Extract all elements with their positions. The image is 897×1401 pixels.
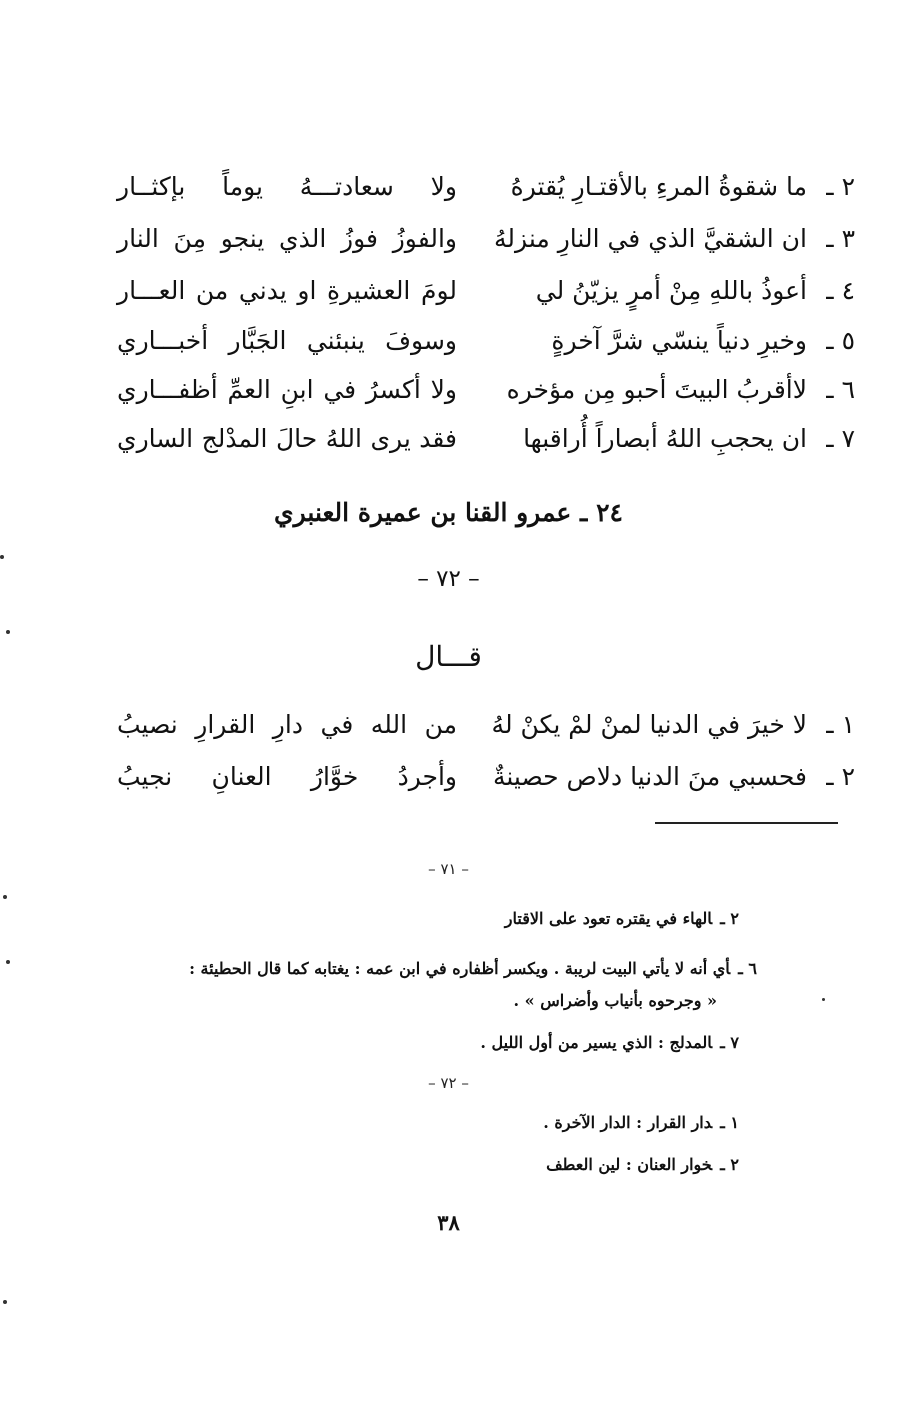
- footnote-continuation: « وجرحوه بأنياب وأضراس » .: [513, 991, 717, 1010]
- verse-second-hemistich: فقد يرى اللهُ حالَ المدْلج الساري: [117, 424, 457, 453]
- verse-first-hemistich: فحسبي منَ الدنيا دلاص حصينةٌ: [492, 762, 807, 791]
- footnote-number: ٢ ـ: [720, 1155, 739, 1174]
- verse-second-hemistich: وأجردُ خوَّارُ العنانِ نجيبُ: [117, 762, 457, 791]
- verse-number: ٢ ـ: [826, 762, 855, 791]
- verse-second-hemistich: ولا سعادتـــهُ يوماً بإكثــار: [117, 172, 457, 201]
- scan-speck: [6, 630, 10, 634]
- verse-number: ٣ ـ: [826, 224, 855, 253]
- scan-speck: [3, 895, 7, 899]
- verse-row: [95, 272, 855, 316]
- verse-first-hemistich: ان الشقيَّ الذي في النارِ منزلهُ: [494, 224, 807, 253]
- footnote-number: ٦ ـ: [738, 959, 757, 978]
- verse-row: [95, 322, 855, 366]
- footnote-section-number: – ٧٢ –: [428, 1074, 469, 1092]
- poem-number: – ٧٢ –: [417, 566, 480, 592]
- footnote: [57, 954, 757, 984]
- page-number: ٣٨: [437, 1210, 460, 1235]
- verse-second-hemistich: وسوفَ ينبئني الجَبَّار أخبـــاري: [117, 326, 457, 355]
- scan-speck: [3, 1300, 7, 1304]
- footnote-number: ١ ـ: [720, 1113, 739, 1132]
- verse-row: [95, 420, 855, 464]
- verse-second-hemistich: والفوزُ فوزُ الذي ينجو مِنَ النار: [117, 224, 457, 253]
- verse-second-hemistich: من الله في دارِ القرارِ نصيبُ: [117, 710, 457, 739]
- verse-row: [95, 758, 855, 802]
- verse-number: ٦ ـ: [826, 375, 855, 404]
- verse-row: [95, 220, 855, 264]
- poem-intro: قـــال: [415, 640, 482, 673]
- footnote-text: خوار العنان : لين العطف: [546, 1155, 713, 1174]
- footnote-text: المدلج : الذي يسير من أول الليل .: [480, 1033, 713, 1052]
- verse-second-hemistich: ولا أكسرُ في ابنِ العمِّ أظفـــاري: [117, 375, 457, 404]
- footnote-text: دار القرار : الدار الآخرة .: [543, 1113, 713, 1132]
- verse-number: ٥ ـ: [826, 326, 855, 355]
- verse-row: [95, 168, 855, 212]
- verse-row: [95, 371, 855, 415]
- footnote: [119, 1108, 739, 1138]
- scan-speck: [0, 555, 4, 559]
- verse-first-hemistich: ان يحجبِ اللهُ أبصاراً أُراقبها: [523, 424, 807, 453]
- verse-first-hemistich: وخيرِ دنياً ينسّي شرَّ آخرةٍ: [551, 326, 807, 355]
- footnote-text: أي أنه لا يأتي البيت لريبة . ويكسر أظفاره في ابن عمه : يغتابه كما قال الحطيئة :: [189, 959, 731, 978]
- verse-number: ١ ـ: [826, 710, 855, 739]
- verse-second-hemistich: لومَ العشيرةِ او يدني من العـــار: [117, 276, 457, 305]
- footnote-number: ٧ ـ: [720, 1033, 739, 1052]
- footnote-section-number: – ٧١ –: [428, 860, 469, 878]
- verse-number: ٧ ـ: [826, 424, 855, 453]
- scan-speck: [6, 960, 10, 964]
- verse-first-hemistich: لاأقربُ البيتَ أحبو مِن مؤخره: [506, 375, 807, 404]
- footnote: [119, 904, 739, 934]
- verse-row: [95, 706, 855, 750]
- footnote-number: ٢ ـ: [720, 909, 739, 928]
- footnote-text: الهاء في يقتره تعود على الاقتار: [504, 909, 713, 928]
- scan-speck: [822, 998, 825, 1001]
- footnote: [119, 1150, 739, 1180]
- footnote-separator: [655, 822, 838, 824]
- verse-number: ٢ ـ: [826, 172, 855, 201]
- verse-first-hemistich: أعوذُ باللهِ مِنْ أمرٍ يزيّنُ لي: [535, 276, 807, 305]
- footnote: [119, 1028, 739, 1058]
- poem-title: ٢٤ ـ عمرو القنا بن عميرة العنبري: [274, 498, 623, 527]
- verse-number: ٤ ـ: [826, 276, 855, 305]
- verse-first-hemistich: لا خيرَ في الدنيا لمنْ لمْ يكنْ لهُ: [491, 710, 807, 739]
- verse-first-hemistich: ما شقوةُ المرءِ بالأقتـارِ يُقترهُ: [510, 172, 807, 201]
